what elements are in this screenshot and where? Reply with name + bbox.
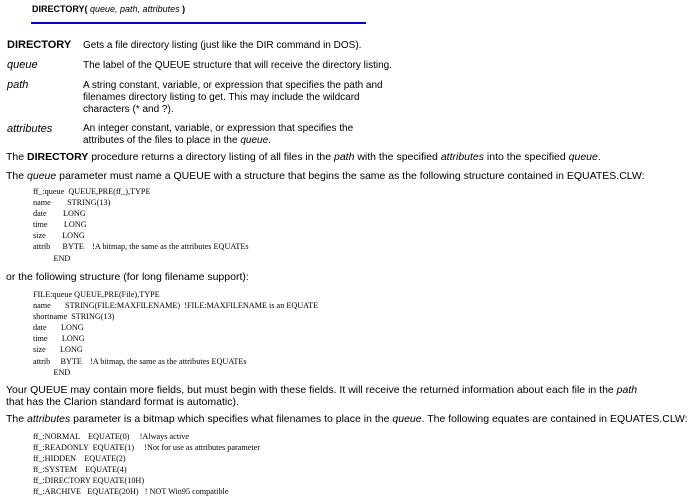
p1-queue: queue [568, 151, 598, 163]
p1-a: The [6, 151, 28, 163]
code-file-queue-structure: FILE:queue QUEUE,PRE(File),TYPE name STRING(FILE:MAXFILENAME) !FILE:MAXFILENAME is an EQUATE shortname STRING(13) date LONG time LONG size LONG attrib BYTE !A bitmap, the same as the attributes EQUATEs END [33, 290, 319, 377]
p5-c: parameter is a bitmap which specifies what filenames to place in the [70, 413, 393, 425]
p1-g: into the specified [484, 151, 569, 163]
para-your-queue [6, 384, 651, 408]
def-desc-attributes [83, 123, 373, 147]
signature-close: ) [179, 4, 186, 14]
procedure-signature [32, 4, 185, 14]
p1-directory: DIRECTORY [27, 151, 89, 163]
def-desc-attributes-queue: queue [240, 135, 269, 146]
p4-a: Your QUEUE may contain more fields, but must begin with these fields. It will receive the returned information about each file in the [6, 384, 617, 396]
p1-e: with the specified [354, 151, 441, 163]
p4-c: that has the Clarion standard format is automatic). [6, 396, 239, 408]
p4-path: path [616, 384, 638, 396]
def-term-attributes: attributes [7, 123, 53, 135]
def-desc-queue: The label of the QUEUE structure that will receive the directory listing. [83, 60, 393, 71]
code-attribute-equates: ff_:NORMAL EQUATE(0) !Always active ff_:READONLY EQUATE(1) !Not for use as attributes parameter ff_:HIDDEN EQUATE(2) ff_:SYSTEM EQUATE(4) ff_:DIRECTORY EQUATE(10H) ff_:ARCHIVE EQUATE(20H) ! NOT Win95 compatible [33, 432, 260, 497]
para-queue-parameter [6, 170, 644, 182]
para-attributes-bitmap [6, 413, 688, 425]
p1-attributes: attributes [440, 151, 485, 163]
p2-a: The [6, 170, 28, 182]
def-desc-attributes-end: . [268, 135, 271, 146]
def-term-queue: queue [7, 59, 38, 71]
def-desc-path: A string constant, variable, or expression that specifies the path and filenames directory listing to get. This may include the wildcard characters (* and ?). [83, 80, 383, 115]
para-long-filename: or the following structure (for long filename support): [6, 271, 249, 283]
p5-e: . The following equates are contained in EQUATES.CLW: [421, 413, 688, 425]
def-term-path: path [7, 79, 29, 91]
p1-i: . [597, 151, 601, 163]
def-desc-directory: Gets a file directory listing (just like the DIR command in DOS). [83, 40, 362, 51]
def-desc-attributes-text: An integer constant, variable, or expression that specifies the attributes of the files to place in the [83, 123, 354, 146]
signature-params: queue, path, attributes [87, 4, 180, 14]
p5-attributes: attributes [27, 413, 71, 425]
p5-a: The [6, 413, 28, 425]
p5-queue: queue [392, 413, 422, 425]
p1-path: path [333, 151, 355, 163]
p2-c: parameter must name a QUEUE with a structure that begins the same as the following structure contained in EQUATES.CLW: [56, 170, 645, 182]
p1-c: procedure returns a directory listing of all files in the [88, 151, 334, 163]
code-queue-structure: ff_:queue QUEUE,PRE(ff_),TYPE name STRING(13) date LONG time LONG size LONG attrib BYTE !A bitmap, the same as the attributes EQUATEs END [33, 187, 249, 263]
def-term-directory: DIRECTORY [7, 39, 72, 51]
p2-queue: queue [27, 170, 57, 182]
para-returns [6, 151, 601, 163]
signature-name: DIRECTORY( [32, 4, 88, 14]
title-rule [31, 22, 366, 24]
